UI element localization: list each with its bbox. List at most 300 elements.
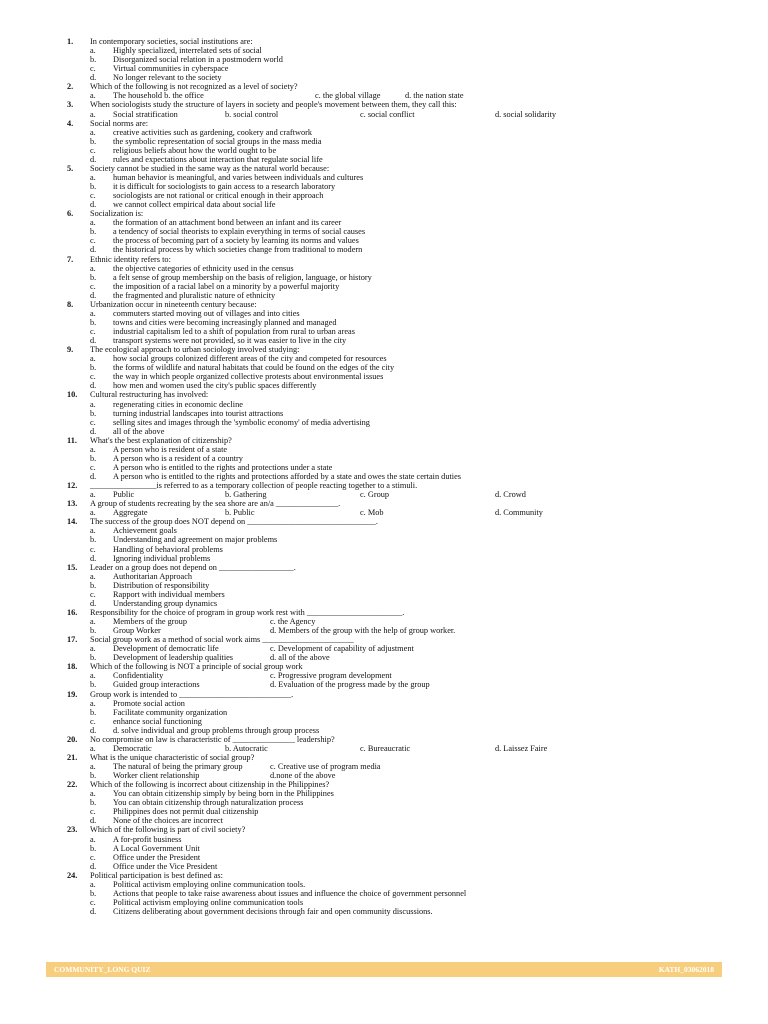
option-text: Development of leadership qualities [113, 653, 234, 663]
option-text: a felt sense of group membership on the basis of religion, language, or history [113, 272, 372, 282]
option-text: the forms of wildlife and natural habitats that could be found on the edges of the city [113, 363, 395, 373]
option-letter: a. [90, 762, 96, 771]
answer-option [0, 318, 768, 327]
question-text: Leader on a group does not depend on __________________. [90, 562, 296, 572]
option-text: Handling of behavioral problems [113, 544, 223, 554]
answer-option [0, 907, 768, 916]
option-text: c. Progressive program development [270, 671, 392, 681]
answer-option [0, 726, 768, 735]
option-text: it is difficult for sociologists to gain access to a research laboratory [113, 182, 336, 191]
option-text: None of the choices are incorrect [113, 816, 223, 826]
option-letter: c. [90, 807, 96, 817]
answer-option [0, 653, 768, 662]
option-text: A Local Government Unit [113, 843, 200, 853]
option-text: b. Public [225, 508, 255, 518]
answer-option [0, 282, 768, 291]
option-letter: b. [90, 843, 97, 853]
question-line [0, 563, 768, 572]
answer-option [0, 554, 768, 563]
answer-option [0, 617, 768, 626]
option-text: Public [113, 490, 135, 500]
option-text: d. Community [495, 508, 543, 518]
option-letter: b. [90, 626, 97, 636]
option-letter: b. [90, 408, 97, 418]
question-number: 14. [67, 517, 78, 527]
option-text: turning industrial landscapes into tourist attractions [113, 408, 284, 418]
answer-option [0, 327, 768, 336]
question-line [0, 390, 768, 399]
question-number: 8. [67, 299, 74, 309]
answer-option [0, 699, 768, 708]
answer-option [0, 581, 768, 590]
question-line [0, 345, 768, 354]
option-text: c. the global village [315, 91, 381, 101]
option-text: A person who is resident of a state [113, 444, 228, 454]
footer-code: KATH_03062018 [658, 965, 714, 974]
option-text: d. Crowd [495, 490, 526, 500]
answer-option [0, 155, 768, 164]
option-text: the formation of an attachment bond between an infant and its career [113, 218, 342, 228]
option-letter: d. [90, 426, 97, 436]
answer-option [0, 762, 768, 771]
question-line [0, 871, 768, 880]
answer-option [0, 816, 768, 825]
question-number: 20. [67, 734, 78, 744]
option-letter: b. [90, 888, 97, 898]
question-line [0, 37, 768, 46]
option-text: Rapport with individual members [113, 589, 225, 599]
option-text: Virtual communities in cyberspace [113, 64, 229, 74]
option-text: the historical process by which societies change from traditional to modern [113, 245, 363, 255]
question-text: Political participation is best defined as: [90, 870, 223, 880]
question-number: 2. [67, 82, 74, 92]
answer-option [0, 91, 768, 100]
option-letter: b. [90, 453, 97, 463]
answer-option [0, 807, 768, 816]
option-letter: a. [90, 508, 96, 518]
answer-option [0, 898, 768, 907]
option-text: Achievement goals [113, 526, 177, 536]
answer-option [0, 671, 768, 680]
option-text: b. Autocratic [225, 743, 268, 753]
footer-title: COMMUNITY_LONG QUIZ [54, 965, 151, 974]
option-letter: c. [90, 462, 96, 472]
option-text: rules and expectations about interaction that regulate social life [113, 154, 323, 164]
question-line [0, 82, 768, 91]
answer-option [0, 146, 768, 155]
option-letter: d. [90, 154, 97, 164]
option-letter: b. [90, 535, 97, 545]
question-line [0, 499, 768, 508]
option-text: The natural of being the primary group [113, 762, 243, 771]
option-text: the imposition of a racial label on a minority by a powerful majority [113, 281, 340, 291]
answer-option [0, 490, 768, 499]
option-text: Social stratification [113, 109, 178, 119]
answer-option [0, 744, 768, 753]
option-letter: a. [90, 526, 96, 536]
question-number: 4. [67, 118, 74, 128]
option-letter: a. [90, 743, 96, 753]
option-text: c. social conflict [360, 109, 415, 119]
question-number: 13. [67, 499, 78, 509]
question-number: 23. [67, 825, 78, 835]
answer-option [0, 717, 768, 726]
option-text: Members of the group [113, 617, 187, 626]
option-letter: a. [90, 354, 96, 364]
option-letter: a. [90, 172, 96, 182]
answer-option [0, 454, 768, 463]
answer-option [0, 844, 768, 853]
option-letter: b. [90, 363, 97, 373]
answer-option [0, 200, 768, 209]
option-letter: c. [90, 852, 96, 862]
answer-option [0, 46, 768, 55]
option-letter: d. [90, 907, 97, 916]
page-footer [46, 962, 722, 977]
option-letter: a. [90, 218, 96, 228]
option-letter: c. [90, 544, 96, 554]
option-letter: b. [90, 182, 97, 191]
answer-option [0, 508, 768, 517]
option-letter: c. [90, 236, 96, 246]
option-text: Citizens deliberating about government decisions through fair and open community discussions. [113, 907, 433, 916]
answer-option [0, 191, 768, 200]
option-letter: a. [90, 444, 96, 454]
answer-option [0, 363, 768, 372]
option-letter: b. [90, 317, 97, 327]
answer-option [0, 64, 768, 73]
answer-option [0, 599, 768, 608]
option-text: A for-profit business [113, 834, 182, 844]
option-text: towns and cities were becoming increasingly planned and managed [113, 317, 337, 327]
question-line [0, 780, 768, 789]
answer-option [0, 445, 768, 454]
option-text: the fragmented and pluralistic nature of ethnicity [113, 290, 276, 300]
question-line [0, 517, 768, 526]
option-letter: a. [90, 879, 96, 889]
question-line [0, 300, 768, 309]
option-letter: c. [90, 897, 96, 907]
option-letter: a. [90, 644, 96, 654]
question-line [0, 481, 768, 490]
option-text: all of the above [113, 426, 165, 436]
question-text: Socialization is: [90, 209, 144, 219]
option-letter: c. [90, 417, 96, 427]
answer-option [0, 862, 768, 871]
option-letter: d. [90, 290, 97, 300]
option-text: A person who is a resident of a country [113, 453, 243, 463]
option-letter: a. [90, 617, 96, 626]
question-number: 17. [67, 635, 78, 645]
question-text: Social norms are: [90, 118, 149, 128]
option-text: Office under the President [113, 852, 201, 862]
question-text: No compromise on law is characteristic of _______________ leadership? [90, 734, 335, 744]
option-text: the symbolic representation of social groups in the mass media [113, 136, 322, 146]
answer-option [0, 173, 768, 182]
question-line [0, 119, 768, 128]
question-text: ________________is referred to as a temporary collection of people reacting together to a stimuli. [90, 481, 418, 491]
answer-option [0, 880, 768, 889]
option-letter: c. [90, 327, 96, 336]
question-number: 15. [67, 562, 78, 572]
question-line [0, 825, 768, 834]
answer-option [0, 626, 768, 635]
question-text: Cultural restructuring has involved: [90, 390, 209, 400]
option-text: regenerating cities in economic decline [113, 399, 243, 409]
question-line [0, 662, 768, 671]
question-number: 7. [67, 254, 74, 264]
question-number: 3. [67, 100, 74, 110]
option-text: b. Gathering [225, 490, 267, 500]
option-letter: b. [90, 798, 97, 808]
option-letter: c. [90, 372, 96, 382]
answer-option [0, 545, 768, 554]
question-text: In contemporary societies, social institutions are: [90, 37, 253, 46]
option-text: how men and women used the city's public spaces differently [113, 381, 317, 391]
option-letter: d. [90, 472, 97, 481]
answer-option [0, 590, 768, 599]
answer-option [0, 526, 768, 535]
option-text: c. Bureaucratic [360, 743, 411, 753]
option-letter: b. [90, 653, 97, 663]
option-text: Group Worker [113, 626, 161, 636]
question-text: Which of the following is part of civil society? [90, 825, 246, 835]
question-line [0, 255, 768, 264]
question-text: Urbanization occur in nineteenth century because: [90, 299, 257, 309]
question-text: A group of students recreating by the sea shore are an/a _______________. [90, 499, 341, 509]
option-letter: a. [90, 399, 96, 409]
option-text: we cannot collect empirical data about social life [113, 200, 276, 210]
option-letter: a. [90, 91, 96, 101]
answer-option [0, 55, 768, 64]
question-number: 1. [67, 37, 74, 46]
option-letter: b. [90, 272, 97, 282]
option-text: a tendency of social theorists to explain everything in terms of social causes [113, 227, 366, 237]
option-letter: d. [90, 381, 97, 391]
question-number: 9. [67, 345, 74, 355]
answer-option [0, 372, 768, 381]
question-number: 11. [67, 435, 77, 445]
question-text: What is the unique characteristic of social group? [90, 752, 255, 762]
option-letter: c. [90, 64, 96, 74]
option-letter: a. [90, 308, 96, 318]
question-text: Ethnic identity refers to: [90, 254, 171, 264]
option-text: Distribution of responsibility [113, 580, 210, 590]
option-text: c. Development of capability of adjustment [270, 644, 414, 654]
option-text: the process of becoming part of a society by learning its norms and values [113, 236, 359, 246]
option-text: Understanding and agreement on major problems [113, 535, 278, 545]
question-line [0, 608, 768, 617]
option-text: Understanding group dynamics [113, 598, 218, 608]
option-letter: a. [90, 109, 96, 119]
answer-option [0, 309, 768, 318]
option-letter: b. [90, 580, 97, 590]
option-text: sociologists are not rational or critical enough in their approach [113, 191, 324, 201]
answer-option [0, 535, 768, 544]
answer-option [0, 572, 768, 581]
option-text: You can obtain citizenship through naturalization process [113, 798, 304, 808]
option-letter: a. [90, 127, 96, 137]
option-text: Office under the Vice President [113, 861, 218, 871]
option-letter: b. [90, 55, 97, 65]
answer-option [0, 218, 768, 227]
option-letter: b. [90, 136, 97, 146]
option-text: b. social control [225, 109, 279, 119]
answer-option [0, 427, 768, 436]
answer-option [0, 227, 768, 236]
question-text: Which of the following is not recognized as a level of society? [90, 82, 298, 92]
question-line [0, 635, 768, 644]
option-text: Political activism employing online communication tools. [113, 879, 306, 889]
answer-option [0, 236, 768, 245]
option-text: A person who is entitled to the rights and protections under a state [113, 462, 333, 472]
option-text: c. Group [360, 490, 390, 500]
option-letter: d. [90, 553, 97, 563]
question-line [0, 753, 768, 762]
answer-option [0, 273, 768, 282]
option-text: d. Members of the group with the help of group worker. [270, 626, 456, 636]
option-text: Facilitate community organization [113, 707, 228, 717]
question-line [0, 209, 768, 218]
option-text: The household b. the office [113, 91, 204, 101]
option-text: Promote social action [113, 698, 185, 708]
question-number: 18. [67, 662, 78, 672]
question-number: 12. [67, 481, 78, 491]
answer-option [0, 708, 768, 717]
answer-option [0, 137, 768, 146]
question-number: 10. [67, 390, 78, 400]
answer-option [0, 889, 768, 898]
question-line [0, 735, 768, 744]
answer-option [0, 409, 768, 418]
option-letter: d. [90, 598, 97, 608]
question-number: 6. [67, 209, 74, 219]
option-text: d. all of the above [270, 653, 330, 663]
option-text: c. Mob [360, 508, 384, 518]
question-number: 19. [67, 689, 78, 699]
question-number: 22. [67, 780, 78, 790]
option-letter: d. [90, 725, 97, 735]
answer-option [0, 644, 768, 653]
answer-option [0, 771, 768, 780]
option-text: c. the Agency [270, 617, 316, 626]
question-text: Social group work as a method of social work aims ______________________ [90, 635, 354, 645]
option-letter: a. [90, 46, 96, 56]
option-text: Disorganized social relation in a postmodern world [113, 55, 283, 65]
option-letter: c. [90, 145, 96, 155]
option-letter: b. [90, 227, 97, 237]
question-text: Which of the following is NOT a principle of social group work [90, 662, 303, 672]
answer-option [0, 835, 768, 844]
answer-option [0, 182, 768, 191]
option-letter: d. [90, 200, 97, 210]
option-text: No longer relevant to the society [113, 73, 222, 83]
option-text: d. the nation state [405, 91, 464, 101]
option-text: Ignoring individual problems [113, 553, 211, 563]
option-letter: d. [90, 861, 97, 871]
question-number: 21. [67, 752, 78, 762]
option-text: enhance social functioning [113, 716, 202, 726]
answer-option [0, 853, 768, 862]
option-letter: d. [90, 816, 97, 826]
answer-option [0, 128, 768, 137]
question-number: 5. [67, 163, 74, 173]
option-letter: b. [90, 680, 97, 690]
question-text: The ecological approach to urban sociology involved studying: [90, 345, 300, 355]
option-letter: a. [90, 571, 96, 581]
question-text: Group work is intended to ___________________________. [90, 689, 294, 699]
option-letter: d. [90, 245, 97, 255]
answer-option [0, 789, 768, 798]
option-text: d. Evaluation of the progress made by the group [270, 680, 430, 690]
option-text: Philippines does not permit dual citizenship [113, 807, 259, 817]
question-number: 16. [67, 607, 78, 617]
option-text: d. solve individual and group problems through group process [113, 725, 320, 735]
question-line [0, 690, 768, 699]
option-letter: d. [90, 73, 97, 83]
option-letter: a. [90, 789, 96, 799]
option-text: d.none of the above [270, 771, 336, 781]
option-letter: c. [90, 589, 96, 599]
question-line [0, 164, 768, 173]
option-text: Development of democratic life [113, 644, 219, 654]
option-letter: b. [90, 707, 97, 717]
option-text: Authoritarian Approach [113, 571, 193, 581]
answer-option [0, 400, 768, 409]
option-letter: c. [90, 281, 96, 291]
question-text: Society cannot be studied in the same way as the natural world because: [90, 163, 330, 173]
option-text: Confidentiality [113, 671, 164, 681]
option-letter: a. [90, 671, 96, 681]
option-text: religious beliefs about how the world ought to be [113, 145, 277, 155]
option-text: selling sites and images through the 'symbolic economy' of media advertising [113, 417, 370, 427]
answer-option [0, 381, 768, 390]
option-letter: c. [90, 716, 96, 726]
answer-option [0, 463, 768, 472]
answer-option [0, 245, 768, 254]
answer-option [0, 291, 768, 300]
answer-option [0, 472, 768, 481]
option-text: Highly specialized, interrelated sets of social [113, 46, 262, 56]
answer-option [0, 264, 768, 273]
answer-option [0, 336, 768, 345]
option-text: d. Laissez Faire [495, 743, 548, 753]
option-text: Aggregate [113, 508, 148, 518]
option-letter: a. [90, 263, 96, 273]
option-letter: c. [90, 191, 96, 201]
answer-option [0, 798, 768, 807]
option-letter: a. [90, 490, 96, 500]
option-text: creative activities such as gardening, cookery and craftwork [113, 127, 313, 137]
option-text: Worker client relationship [113, 771, 200, 781]
option-letter: a. [90, 698, 96, 708]
option-text: Democratic [113, 743, 152, 753]
option-letter: a. [90, 834, 96, 844]
question-text: The success of the group does NOT depend on _______________________________. [90, 517, 378, 527]
answer-option [0, 110, 768, 119]
option-letter: d. [90, 336, 97, 346]
option-text: human behavior is meaningful, and varies between individuals and cultures [113, 172, 364, 182]
option-text: Guided group interactions [113, 680, 200, 690]
question-number: 24. [67, 870, 78, 880]
option-text: industrial capitalism led to a shift of population from rural to urban areas [113, 327, 355, 336]
option-text: transport systems were not provided, so it was easier to live in the city [113, 336, 347, 346]
option-text: Political activism employing online communication tools [113, 897, 304, 907]
option-text: the way in which people organized collective protests about environmental issues [113, 372, 384, 382]
option-text: d. social solidarity [495, 109, 557, 119]
option-text: commuters started moving out of villages and into cities [113, 308, 300, 318]
question-text: Which of the following is incorrect about citizenship in the Philippines? [90, 780, 330, 790]
